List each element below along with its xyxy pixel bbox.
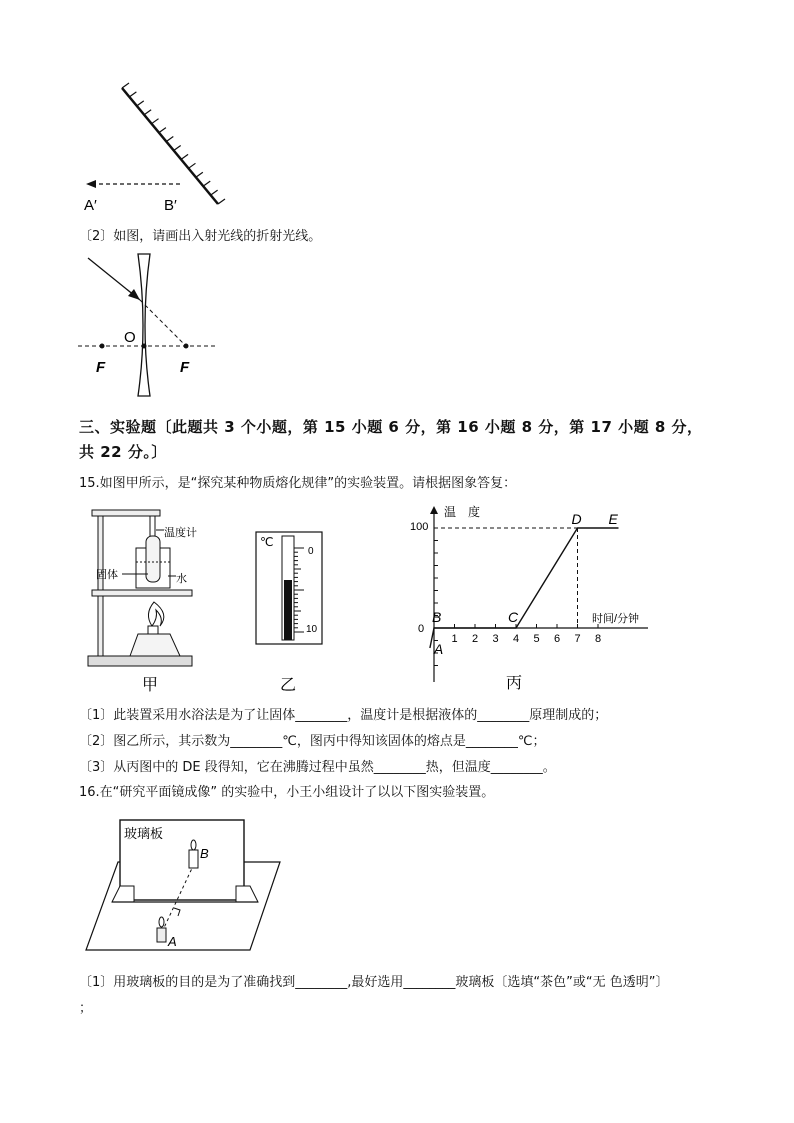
hatch-line bbox=[218, 199, 225, 204]
y-axis-label: 温 度 bbox=[444, 505, 481, 519]
hatch-line bbox=[203, 181, 210, 186]
tick-label-10: 10 bbox=[306, 624, 318, 635]
label-b: B bbox=[200, 846, 209, 861]
hatch-line bbox=[188, 163, 195, 168]
question-16-stem: 16.在“研究平面镜成像” 的实验中，小王小组设计了以以下图实验装置。 bbox=[79, 785, 495, 800]
x-tick-label: 3 bbox=[492, 633, 499, 645]
apparatus-figure-jia bbox=[84, 506, 214, 696]
point-label-d: D bbox=[571, 511, 582, 527]
mirror-figure bbox=[80, 80, 240, 220]
incident-arrowhead bbox=[128, 289, 140, 300]
question-16-sub1-line1: 〔1〕用玻璃板的目的是为了准确找到________,最好选用________玻璃板〔选填“茶色”或“无 色透明”〕 bbox=[79, 975, 669, 990]
candle-b-flame bbox=[191, 840, 196, 850]
lamp-neck bbox=[148, 626, 158, 634]
series-line bbox=[430, 528, 619, 648]
point-label-c: C bbox=[508, 609, 519, 625]
lens-figure bbox=[74, 250, 224, 400]
caption-yi: 乙 bbox=[280, 677, 297, 694]
x-tick-label: 5 bbox=[533, 633, 540, 645]
thermometer-figure-yi bbox=[250, 528, 330, 694]
question-15-sub2: 〔2〕图乙所示，其示数为________℃，图丙中得知该固体的熔点是________℃； bbox=[79, 734, 546, 749]
y-axis-arrow bbox=[430, 506, 438, 514]
x-tick-label: 4 bbox=[513, 633, 520, 645]
chart-bing bbox=[400, 500, 660, 696]
optical-center-dot bbox=[142, 344, 147, 349]
tick-label-0: 0 bbox=[308, 546, 314, 557]
label-a: A bbox=[168, 934, 177, 949]
x-tick-label: 6 bbox=[554, 633, 561, 645]
mirror-hatching bbox=[122, 83, 225, 204]
hatch-line bbox=[122, 83, 129, 88]
thermometer-label: 温度计 bbox=[164, 527, 197, 539]
question-15-stem: 15.如图甲所示，是“探究某种物质熔化规律”的实验装置。请根据图象答复： bbox=[79, 476, 517, 491]
hatch-line bbox=[196, 172, 203, 177]
caption-jia: 甲 bbox=[142, 677, 159, 694]
point-label-e: E bbox=[608, 511, 618, 527]
x-axis-label: 时间/分钟 bbox=[592, 613, 640, 625]
x-tick-label: 7 bbox=[574, 633, 581, 645]
hatch-line bbox=[211, 190, 218, 195]
hatch-line bbox=[144, 110, 151, 115]
unit-label: ℃ bbox=[260, 535, 274, 549]
x-tick-label: 2 bbox=[472, 633, 479, 645]
liquid-column bbox=[284, 580, 292, 640]
question-2-text: 〔2〕如图，请画出入射光线的折射光线。 bbox=[79, 229, 322, 244]
extension-dashed bbox=[140, 300, 186, 346]
hatch-line bbox=[181, 154, 188, 159]
label-a-prime: A′ bbox=[84, 197, 97, 214]
section-3-heading-line1: 三、实验题〔此题共 3 个小题，第 15 小题 6 分，第 16 小题 8 分，第 17 小题 8 分， bbox=[79, 418, 703, 436]
focus-left-dot bbox=[100, 344, 105, 349]
solid-label: 固体 bbox=[96, 569, 118, 581]
water-label: 水 bbox=[176, 573, 187, 585]
question-16-sub1-line2: ； bbox=[79, 1001, 93, 1016]
hatch-line bbox=[174, 145, 181, 150]
question-15-sub1: 〔1〕此装置采用水浴法是为了让固体________，温度计是根据液体的________原理制成的； bbox=[79, 708, 608, 723]
focus-right-dot bbox=[184, 344, 189, 349]
alcohol-lamp bbox=[130, 634, 180, 656]
x-tick-label: 8 bbox=[595, 633, 602, 645]
base bbox=[88, 656, 192, 666]
stand-rod bbox=[98, 512, 103, 656]
flame bbox=[148, 602, 163, 626]
hatch-line bbox=[166, 137, 173, 142]
top-clamp-arm bbox=[92, 510, 160, 516]
candle-a bbox=[157, 928, 166, 942]
hatch-line bbox=[159, 128, 166, 133]
x-tick-label: 1 bbox=[451, 633, 458, 645]
hatch-line bbox=[129, 92, 136, 97]
ring-support bbox=[92, 590, 192, 596]
y-tick-100: 100 bbox=[410, 521, 429, 533]
origin-label: 0 bbox=[418, 623, 425, 635]
glass-plate-label: 玻璃板 bbox=[124, 826, 164, 841]
question-15-sub3: 〔3〕从丙图中的 DE 段得知，它在沸腾过程中虽然________热，但温度________。 bbox=[79, 760, 556, 775]
point-label-b: B bbox=[432, 609, 442, 625]
label-b-prime: B′ bbox=[164, 197, 177, 214]
label-f-right: F bbox=[180, 359, 190, 376]
candle-a-flame bbox=[159, 917, 164, 927]
concave-lens bbox=[138, 254, 150, 396]
plane-mirror-setup-figure bbox=[84, 814, 284, 956]
hatch-line bbox=[137, 101, 144, 106]
label-o: O bbox=[124, 329, 136, 346]
section-3-heading-line2: 共 22 分。〕 bbox=[79, 443, 167, 461]
candle-b bbox=[189, 850, 198, 868]
arrowhead bbox=[86, 180, 96, 188]
label-f-left: F bbox=[96, 359, 106, 376]
test-tube bbox=[146, 536, 160, 582]
hatch-line bbox=[152, 119, 159, 124]
point-label-a: A bbox=[433, 641, 444, 657]
caption-bing: 丙 bbox=[506, 675, 523, 692]
